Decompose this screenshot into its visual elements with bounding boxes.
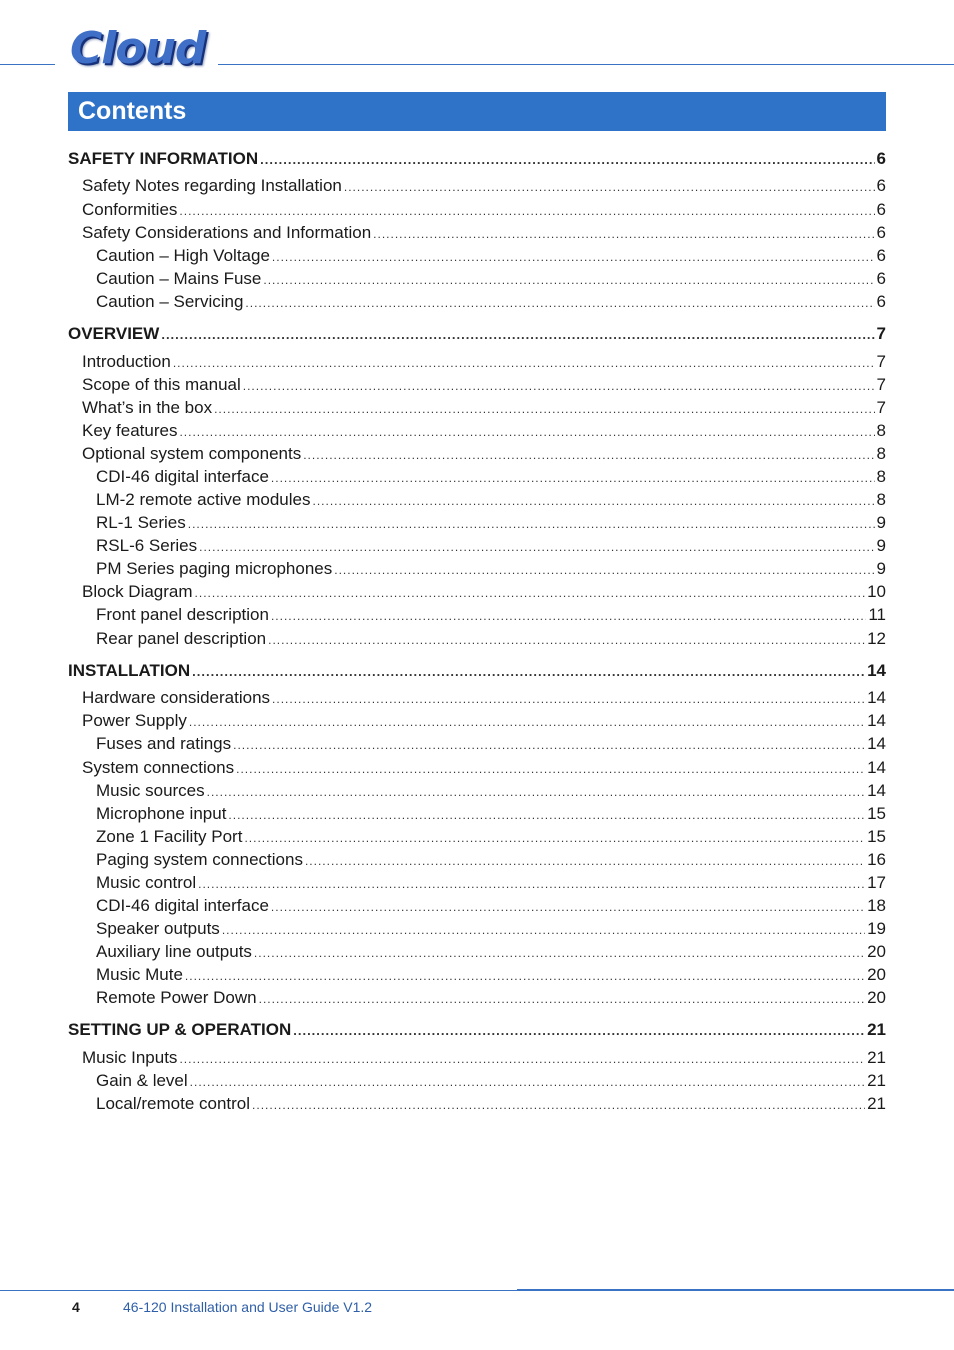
toc-entry[interactable] bbox=[96, 244, 886, 267]
toc-entry-title: Introduction bbox=[82, 352, 171, 371]
toc-page-number: 6 bbox=[876, 176, 886, 195]
toc-entry-title: Music sources bbox=[96, 781, 205, 800]
toc-entry[interactable] bbox=[96, 894, 886, 917]
toc-dot-leader bbox=[179, 200, 874, 223]
toc-page-number: 14 bbox=[867, 711, 886, 730]
toc-entry[interactable] bbox=[96, 267, 886, 290]
toc-entry[interactable] bbox=[82, 419, 886, 442]
toc-entry-title: Power Supply bbox=[82, 711, 187, 730]
toc-dot-leader bbox=[263, 269, 874, 292]
toc-dot-leader bbox=[245, 292, 874, 315]
toc-page-number: 17 bbox=[867, 873, 886, 892]
toc-entry-title: Safety Notes regarding Installation bbox=[82, 176, 342, 195]
toc-page-number: 16 bbox=[867, 850, 886, 869]
toc-entry[interactable] bbox=[96, 986, 886, 1009]
toc-entry-title: OVERVIEW bbox=[68, 324, 160, 343]
toc-entry-title: Microphone input bbox=[96, 804, 227, 823]
toc-dot-leader bbox=[195, 582, 866, 605]
toc-dot-leader bbox=[293, 1019, 865, 1042]
toc-page-number: 7 bbox=[876, 352, 886, 371]
toc-dot-leader bbox=[173, 352, 875, 375]
toc-dot-leader bbox=[272, 246, 875, 269]
toc-entry[interactable] bbox=[96, 732, 886, 755]
page-title: Contents bbox=[68, 92, 886, 131]
toc-entry[interactable] bbox=[96, 963, 886, 986]
toc-entry[interactable] bbox=[82, 396, 886, 419]
toc-entry[interactable] bbox=[96, 1092, 886, 1115]
footer-rule-right bbox=[517, 1289, 954, 1291]
toc-dot-leader bbox=[243, 375, 875, 398]
toc-entry[interactable] bbox=[96, 603, 886, 626]
toc-dot-leader bbox=[228, 804, 865, 827]
toc-entry-title: Zone 1 Facility Port bbox=[96, 827, 243, 846]
toc-dot-leader bbox=[254, 942, 865, 965]
toc-dot-leader bbox=[259, 988, 865, 1011]
toc-dot-leader bbox=[252, 1094, 865, 1117]
toc-entry-title: Block Diagram bbox=[82, 582, 193, 601]
toc-entry[interactable] bbox=[96, 1069, 886, 1092]
toc-entry-title: What’s in the box bbox=[82, 398, 213, 417]
toc-page-number: 7 bbox=[876, 324, 886, 343]
toc-page-number: 8 bbox=[876, 467, 886, 486]
toc-dot-leader bbox=[188, 513, 875, 536]
toc-page-number: 21 bbox=[867, 1094, 886, 1113]
toc-entry[interactable] bbox=[96, 511, 886, 534]
toc-dot-leader bbox=[179, 1048, 865, 1071]
toc-dot-leader bbox=[161, 323, 874, 346]
toc-page-number: 6 bbox=[876, 292, 886, 311]
toc-dot-leader bbox=[344, 176, 875, 199]
toc-entry[interactable] bbox=[82, 198, 886, 221]
toc-entry[interactable] bbox=[96, 802, 886, 825]
toc-entry[interactable] bbox=[82, 350, 886, 373]
toc-page-number: 20 bbox=[867, 988, 886, 1007]
toc-section[interactable] bbox=[68, 147, 886, 170]
toc-dot-leader bbox=[272, 688, 865, 711]
toc-entry[interactable] bbox=[82, 442, 886, 465]
toc-dot-leader bbox=[222, 919, 865, 942]
toc-entry-title: Music Inputs bbox=[82, 1048, 178, 1067]
toc-entry-title: Caution – High Voltage bbox=[96, 246, 270, 265]
toc-dot-leader bbox=[198, 873, 865, 896]
toc-entry-title: SETTING UP & OPERATION bbox=[68, 1020, 292, 1039]
toc-page-number: 7 bbox=[876, 375, 886, 394]
toc-entry[interactable] bbox=[96, 488, 886, 511]
toc-page-number: 8 bbox=[876, 444, 886, 463]
toc-entry[interactable] bbox=[96, 917, 886, 940]
toc-entry[interactable] bbox=[96, 290, 886, 313]
toc-dot-leader bbox=[312, 490, 874, 513]
toc-dot-leader bbox=[233, 734, 865, 757]
toc-page-number: 14 bbox=[867, 781, 886, 800]
toc-dot-leader bbox=[305, 850, 865, 873]
header-rule-left bbox=[0, 64, 55, 65]
toc-dot-leader bbox=[373, 223, 874, 246]
toc-page-number: 20 bbox=[867, 942, 886, 961]
toc-page-number: 18 bbox=[867, 896, 886, 915]
toc-entry[interactable] bbox=[96, 627, 886, 650]
toc-entry[interactable] bbox=[82, 373, 886, 396]
toc-page-number: 10 bbox=[867, 582, 886, 601]
footer-rule-left bbox=[0, 1290, 517, 1291]
toc-page-number: 6 bbox=[876, 223, 886, 242]
toc-page-number: 15 bbox=[867, 827, 886, 846]
toc-entry-title: Caution – Mains Fuse bbox=[96, 269, 262, 288]
toc-dot-leader bbox=[271, 896, 865, 919]
toc-dot-leader bbox=[303, 444, 874, 467]
toc-entry[interactable] bbox=[82, 756, 886, 779]
toc-entry[interactable] bbox=[96, 779, 886, 802]
toc-section[interactable] bbox=[68, 659, 886, 682]
toc-entry-title: Optional system components bbox=[82, 444, 302, 463]
toc-entry-title: Safety Considerations and Information bbox=[82, 223, 372, 242]
toc-page-number: 9 bbox=[876, 513, 886, 532]
toc-section[interactable] bbox=[68, 1018, 886, 1041]
toc-entry[interactable] bbox=[82, 221, 886, 244]
toc-entry-title: Hardware considerations bbox=[82, 688, 271, 707]
toc-dot-leader bbox=[189, 711, 865, 734]
toc-page-number: 14 bbox=[867, 661, 886, 680]
toc-entry-title: Speaker outputs bbox=[96, 919, 220, 938]
toc-page-number: 6 bbox=[876, 269, 886, 288]
toc-page-number: 14 bbox=[867, 758, 886, 777]
toc-entry-title: PM Series paging microphones bbox=[96, 559, 333, 578]
toc-dot-leader bbox=[179, 421, 874, 444]
toc-dot-leader bbox=[244, 827, 865, 850]
toc-page-number: 6 bbox=[876, 200, 886, 219]
toc-dot-leader bbox=[199, 536, 874, 559]
toc-entry-title: Paging system connections bbox=[96, 850, 303, 869]
toc-page-number: 21 bbox=[867, 1048, 886, 1067]
footer-page-number: 4 bbox=[72, 1299, 80, 1315]
toc-page-number: 7 bbox=[876, 398, 886, 417]
toc-entry-title: Local/remote control bbox=[96, 1094, 251, 1113]
toc-page-number: 14 bbox=[867, 688, 886, 707]
toc-page-number: 8 bbox=[876, 421, 886, 440]
toc-entry[interactable] bbox=[96, 557, 886, 580]
toc-entry-title: INSTALLATION bbox=[68, 661, 191, 680]
toc-entry-title: Scope of this manual bbox=[82, 375, 241, 394]
toc-dot-leader bbox=[192, 660, 865, 683]
toc-dot-leader bbox=[236, 758, 865, 781]
toc-entry-title: System connections bbox=[82, 758, 235, 777]
toc-entry[interactable] bbox=[82, 686, 886, 709]
toc-entry-title: CDI-46 digital interface bbox=[96, 896, 269, 915]
toc-entry[interactable] bbox=[82, 709, 886, 732]
toc-dot-leader bbox=[260, 148, 874, 171]
toc-entry-title: Music Mute bbox=[96, 965, 183, 984]
toc-page-number: 6 bbox=[876, 149, 886, 168]
toc-dot-leader bbox=[185, 965, 865, 988]
toc-entry[interactable] bbox=[96, 940, 886, 963]
toc-entry-title: Remote Power Down bbox=[96, 988, 257, 1007]
toc-page-number: 8 bbox=[876, 490, 886, 509]
toc-entry-title: LM-2 remote active modules bbox=[96, 490, 311, 509]
toc-entry-title: Music control bbox=[96, 873, 197, 892]
toc-page-number: 12 bbox=[867, 629, 886, 648]
toc-entry-title: SAFETY INFORMATION bbox=[68, 149, 259, 168]
toc-entry-title: Key features bbox=[82, 421, 178, 440]
toc-entry-title: RL-1 Series bbox=[96, 513, 186, 532]
toc-page-number: 9 bbox=[876, 536, 886, 555]
toc-entry-title: Gain & level bbox=[96, 1071, 188, 1090]
toc-page-number: 20 bbox=[867, 965, 886, 984]
toc-entry[interactable] bbox=[96, 825, 886, 848]
toc-page-number: 15 bbox=[867, 804, 886, 823]
toc-entry-title: Caution – Servicing bbox=[96, 292, 244, 311]
header-rule-right bbox=[218, 64, 954, 65]
toc-section[interactable] bbox=[68, 322, 886, 345]
toc-entry[interactable] bbox=[82, 580, 886, 603]
toc-dot-leader bbox=[207, 781, 865, 804]
toc-entry[interactable] bbox=[82, 1046, 886, 1069]
toc-page-number: 9 bbox=[876, 559, 886, 578]
toc-entry[interactable] bbox=[96, 534, 886, 557]
footer-document-title: 46-120 Installation and User Guide V1.2 bbox=[123, 1299, 373, 1315]
cloud-logo: Cloud bbox=[70, 23, 206, 74]
toc-entry-title: Fuses and ratings bbox=[96, 734, 232, 753]
toc-page-number: 21 bbox=[867, 1071, 886, 1090]
toc-page-number: 6 bbox=[876, 246, 886, 265]
toc-entry-title: Conformities bbox=[82, 200, 178, 219]
toc-entry-title: Auxiliary line outputs bbox=[96, 942, 252, 961]
toc-dot-leader bbox=[271, 467, 875, 490]
toc-entry-title: CDI-46 digital interface bbox=[96, 467, 269, 486]
toc-page-number: 11 bbox=[868, 605, 886, 624]
toc-page-number: 14 bbox=[867, 734, 886, 753]
toc-entry-title: Rear panel description bbox=[96, 629, 267, 648]
toc-page-number: 19 bbox=[867, 919, 886, 938]
toc-page-number: 21 bbox=[867, 1020, 886, 1039]
toc-dot-leader bbox=[214, 398, 874, 421]
toc-entry[interactable] bbox=[82, 174, 886, 197]
toc-dot-leader bbox=[190, 1071, 865, 1094]
toc-entry-title: Front panel description bbox=[96, 605, 269, 624]
toc-dot-leader bbox=[268, 629, 865, 652]
toc-dot-leader bbox=[334, 559, 874, 582]
toc-entry[interactable] bbox=[96, 848, 886, 871]
toc-dot-leader bbox=[271, 605, 866, 628]
toc-entry[interactable] bbox=[96, 871, 886, 894]
toc-entry-title: RSL-6 Series bbox=[96, 536, 198, 555]
toc-entry[interactable] bbox=[96, 465, 886, 488]
